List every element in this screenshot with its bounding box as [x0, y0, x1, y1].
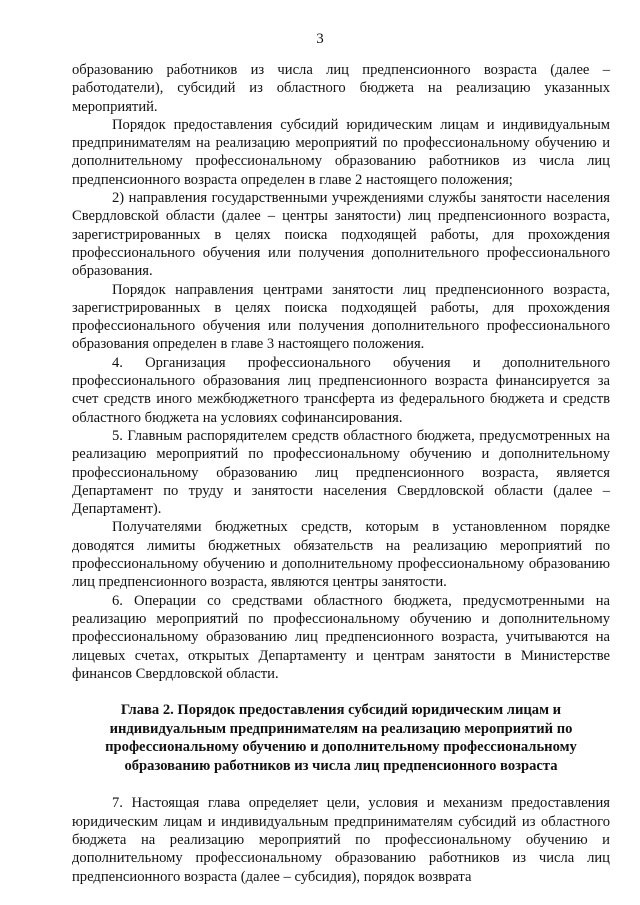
paragraph: Порядок направления центрами занятости лиц предпенсионного возраста, зарегистрированных в целях поиска подходящей работы, для прохождения профессионального обучения или получения дополнительного профессионального образования определен в главе 3 настоящего положения.	[72, 281, 610, 353]
paragraph: 6. Операции со средствами областного бюджета, предусмотренными на реализацию мероприятий по профессиональному обучению и дополнительному профессиональному образованию лиц предпенсионного возраста, учитываются на лицевых счетах, открытых Департаменту и центрам занятости в Министерстве финансов Свердловской области.	[72, 592, 610, 682]
paragraph: 5. Главным распорядителем средств областного бюджета, предусмотренных на реализацию мероприятий по профессиональному обучению и дополнительному профессиональному образованию лиц предпенсионного возраста, является Департамент по труду и занятости населения Свердловской области (далее – Департамент).	[72, 427, 610, 518]
paragraph: 2) направления государственными учреждениями службы занятости населения Свердловской области (далее – центры занятости) лиц предпенсионного возраста, зарегистрированных в целях поиска подходящей работы, для прохождения профессионального обучения или получения дополнительного профессионального образования.	[72, 190, 610, 280]
paragraph: 4. Организация профессионального обучения и дополнительного профессионального образования лиц предпенсионного возраста финансируется за счет средств иного межбюджетного трансферта из федерального бюджета и средств областного бюджета на условиях софинансирования.	[72, 354, 610, 426]
chapter-heading: Глава 2. Порядок предоставления субсидий юридическим лицам и индивидуальным предпринимателям на реализацию мероприятий по профессиональному обучению и дополнительному профессиональному образованию работников из числа лиц предпенсионного возраста	[105, 702, 577, 774]
page-number: 3	[316, 31, 324, 47]
document-body	[72, 61, 610, 886]
paragraph: Получателями бюджетных средств, которым в установленном порядке доводятся лимиты бюджетных обязательств на реализацию мероприятий по профессиональному обучению и дополнительному профессиональному образованию лиц предпенсионного возраста, являются центры занятости.	[72, 519, 610, 591]
paragraph: Порядок предоставления субсидий юридическим лицам и индивидуальным предпринимателям на реализацию мероприятий по профессиональному обучению и дополнительному профессиональному образованию работников из числа лиц предпенсионного возраста определен в главе 2 настоящего положения;	[72, 116, 610, 188]
paragraph: образованию работников из числа лиц предпенсионного возраста (далее – работодатели), субсидий из областного бюджета на реализацию указанных мероприятий.	[72, 62, 610, 115]
paragraph: 7. Настоящая глава определяет цели, условия и механизм предоставления юридическим лицам и индивидуальным предпринимателям субсидий из областного бюджета на реализацию мероприятий по профессиональному обучению и дополнительному профессиональному образованию работников из числа лиц предпенсионного возраста (далее – субсидия), порядок возврата	[72, 795, 610, 885]
